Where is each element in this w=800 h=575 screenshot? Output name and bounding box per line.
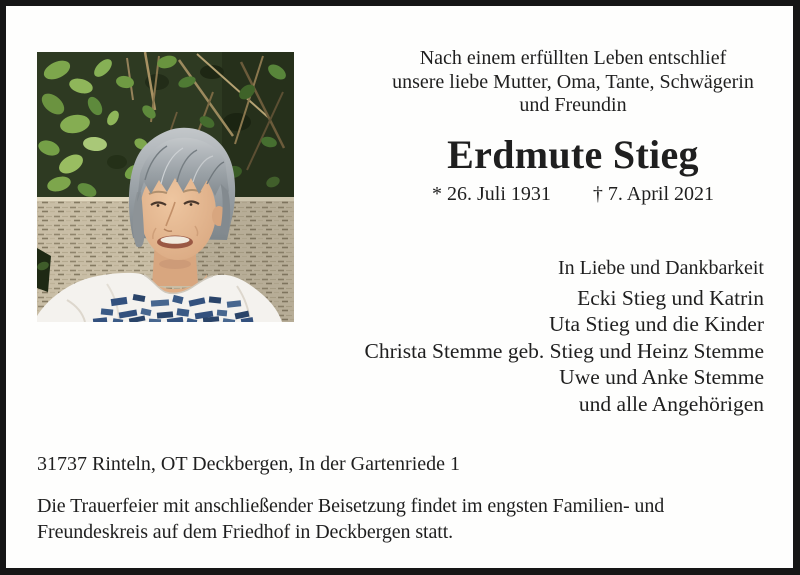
funeral-info [37, 494, 767, 545]
mourner-line-2: Uta Stieg und die Kinder [549, 312, 764, 337]
mourner-line-5: und alle Angehörigen [578, 391, 764, 416]
mourners-block [365, 256, 764, 417]
intro-line-3: und Freundin [519, 94, 627, 116]
mourner-line-4: Uwe und Anke Stemme [559, 365, 764, 390]
obituary-card [6, 6, 793, 568]
life-dates [373, 182, 773, 206]
address-line: 31737 Rinteln, OT Deckbergen, In der Gartenriede 1 [37, 453, 461, 475]
mourners-heading: In Liebe und Dankbarkeit [557, 257, 764, 279]
intro-line-1: Nach einem erfüllten Leben entschlief [419, 47, 727, 69]
mourner-lines [365, 285, 764, 417]
birth-date: * 26. Juli 1931 [431, 182, 551, 205]
mourner-line-1: Ecki Stieg und Katrin [577, 286, 764, 310]
funeral-info-line-1: Die Trauerfeier mit anschließender Beisetzung findet im engsten Familien- und [37, 495, 665, 517]
death-date: † 7. April 2021 [592, 182, 715, 205]
deceased-name: Erdmute Stieg [447, 131, 699, 177]
mourner-line-3: Christa Stemme geb. Stieg und Heinz Stemme [364, 338, 764, 363]
intro-line-2: unsere liebe Mutter, Oma, Tante, Schwägerin [392, 70, 754, 93]
portrait-photo [37, 52, 294, 322]
announcement-block [373, 47, 773, 206]
intro-text [373, 47, 773, 118]
portrait-photo-illustration [37, 52, 294, 322]
funeral-info-line-2: Freundeskreis auf dem Friedhof in Deckbergen statt. [37, 520, 454, 543]
